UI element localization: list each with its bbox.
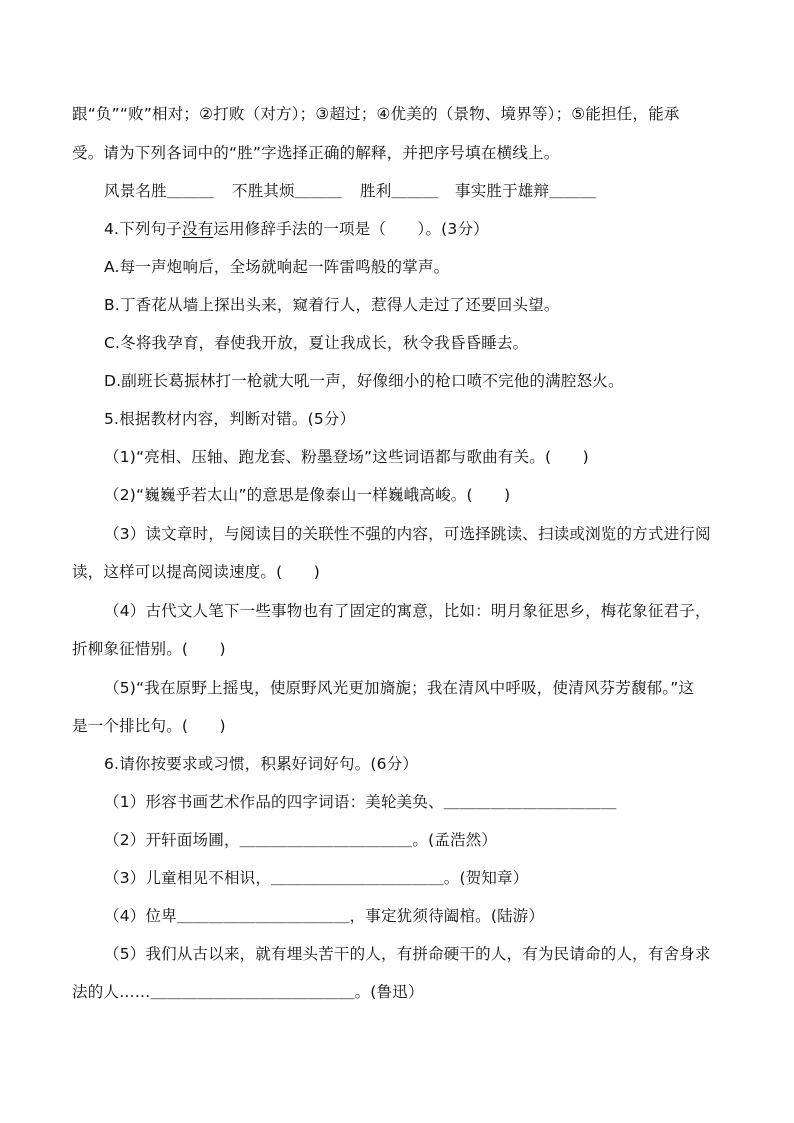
q4-option-d: D.副班长葛振林打一枪就大吼一声，好像细小的枪口喷不完他的满腔怒火。	[104, 372, 624, 390]
q5-item-3: （3）读文章时，与阅读目的关联性不强的内容，可选择跳读、扫读或浏览的方式进行阅	[104, 525, 711, 543]
q6-stem: 6.请你按要求或习惯，积累好词好句。(6分）	[104, 755, 419, 773]
q5-item-2: （2)“巍巍乎若太山”的意思是像泰山一样巍峨高峻。( )	[104, 486, 511, 504]
fill-item-4: 事实胜于雄辩＿＿＿	[455, 182, 597, 200]
q5-item-4: （4）古代文人笔下一些事物也有了固定的寓意，比如：明月象征思乡，梅花象征君子，	[104, 602, 711, 620]
q5-item-3-cont: 读，这样可以提高阅读速度。( )	[72, 563, 320, 581]
q4-stem-suffix: 运用修辞手法的一项是（ ）。(3分）	[213, 220, 489, 238]
fill-item-2: 不胜其烦＿＿＿	[232, 182, 342, 200]
q5-stem: 5.根据教材内容，判断对错。(5分）	[104, 410, 356, 428]
q4-stem-underlined: 没有	[182, 220, 214, 238]
fill-item-3: 胜利＿＿＿	[360, 182, 439, 200]
q6-item-3: （3）儿童相见不相识，＿＿＿＿＿＿＿＿＿＿＿。(贺知章）	[104, 869, 529, 887]
intro-line-2: 受。请为下列各词中的“胜”字选择正确的解释，并把序号填在横线上。	[72, 144, 560, 162]
q4-stem	[104, 218, 489, 240]
q4-option-c: C.冬将我孕育，春使我开放，夏让我成长，秋令我昏昏睡去。	[104, 334, 529, 352]
q5-item-1: （1)“亮相、压轴、跑龙套、粉墨登场”这些词语都与歌曲有关。( )	[104, 448, 589, 466]
intro-line-1: 跟“负”“败”相对；②打败（对方）；③超过；④优美的（景物、境界等）；⑤能担任，能承	[72, 105, 680, 123]
q6-item-5-cont: 法的人……＿＿＿＿＿＿＿＿＿＿＿＿＿。(鲁迅）	[72, 983, 424, 1001]
q5-item-4-cont: 折柳象征惜别。( )	[72, 640, 226, 658]
q6-item-5: （5）我们从古以来，就有埋头苦干的人，有拼命硬干的人，有为民请命的人，有舍身求	[104, 945, 711, 963]
q5-item-5: （5)“我在原野上摇曳，使原野风光更加旖旎；我在清风中呼吸，使清风芬芳馥郁。”这	[104, 679, 695, 697]
q6-item-4: （4）位卑＿＿＿＿＿＿＿＿＿＿＿，事定犹须待阖棺。(陆游）	[104, 907, 545, 925]
q6-item-1: （1）形容书画艺术作品的四字词语：美轮美奂、＿＿＿＿＿＿＿＿＿＿＿	[104, 793, 617, 811]
fill-item-1: 风景名胜＿＿＿	[104, 182, 214, 200]
q5-item-5-cont: 是一个排比句。( )	[72, 717, 226, 735]
q6-item-2: （2）开轩面场圃，＿＿＿＿＿＿＿＿＿＿＿。(孟浩然）	[104, 831, 498, 849]
q4-option-b: B.丁香花从墙上探出头来，窥着行人，惹得人走过了还要回头望。	[104, 296, 560, 314]
q4-option-a: A.每一声炮响后，全场就响起一阵雷鸣般的掌声。	[104, 258, 450, 276]
q4-stem-prefix: 4.下列句子	[104, 220, 182, 238]
